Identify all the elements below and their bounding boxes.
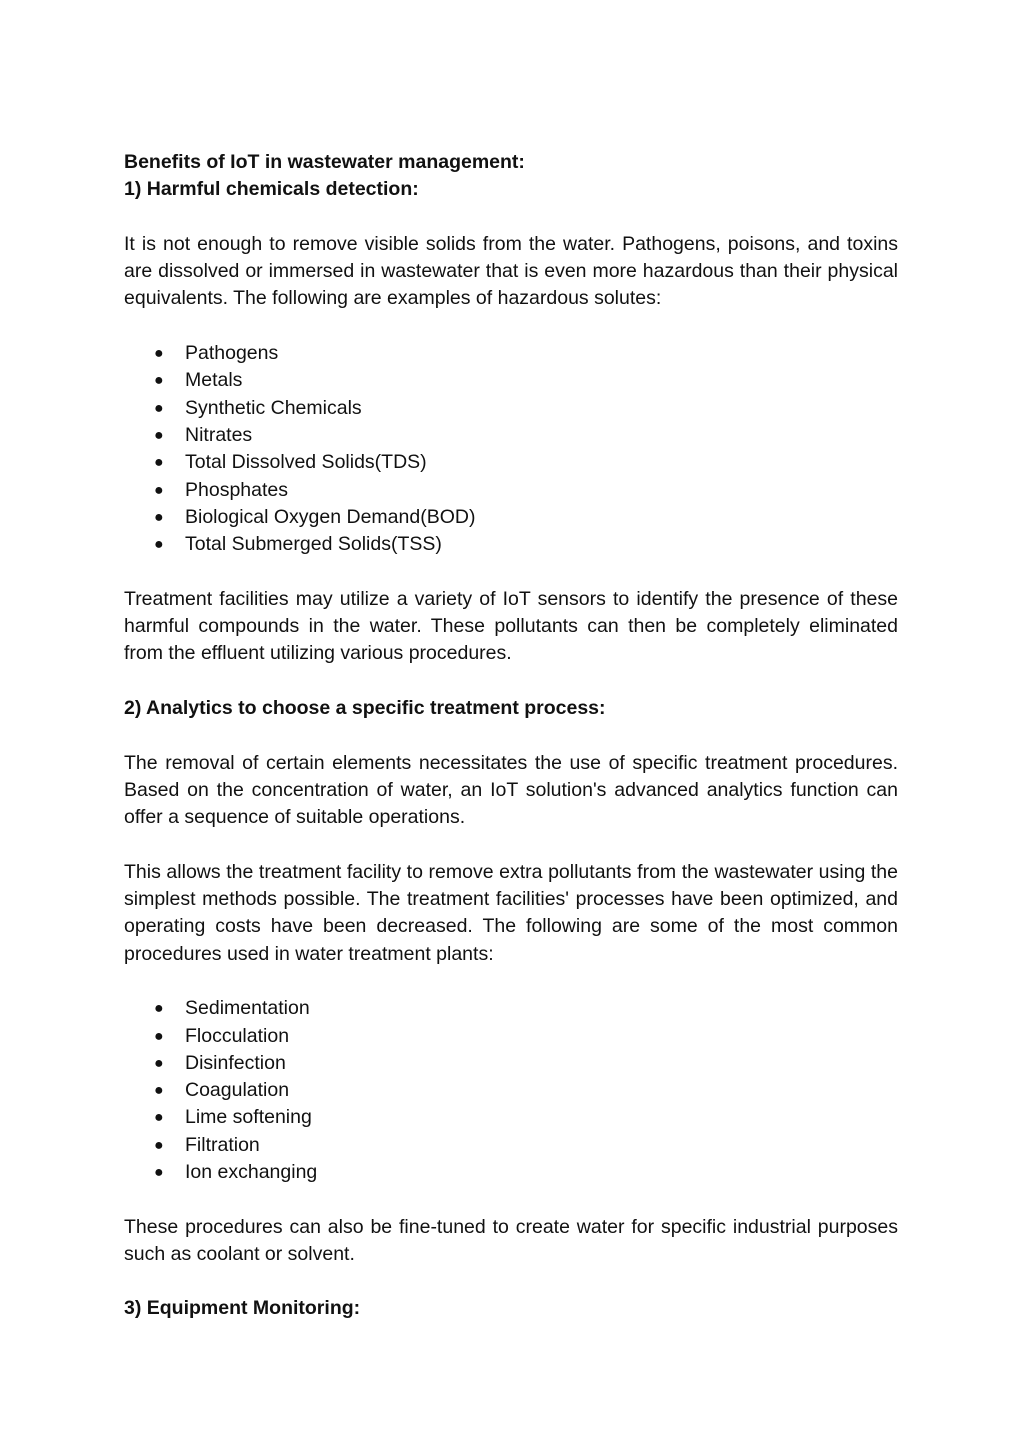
- list-item: [124, 1159, 898, 1186]
- list-item: [124, 449, 898, 476]
- list-item-text: Nitrates: [185, 423, 253, 446]
- section-2-paragraph-1: The removal of certain elements necessitates the use of specific treatment procedures. Based on the concentration of water, an IoT solution's advanced analytics function can offer a sequence of suitable operations.: [124, 751, 898, 829]
- list-item: [124, 367, 898, 394]
- hazardous-solutes-list: [124, 340, 898, 558]
- bullet-icon: ●: [154, 1163, 164, 1181]
- list-item: [124, 1077, 898, 1104]
- spacer: [124, 313, 898, 340]
- list-item: [124, 1050, 898, 1077]
- section-3-heading: 3) Equipment Monitoring:: [124, 1297, 361, 1320]
- section-1-paragraph-1: It is not enough to remove visible solids from the water. Pathogens, poisons, and toxins are dissolved or immersed in wastewater that is even more hazardous than their physical equivalents. The following are examples of hazardous solutes:: [124, 232, 898, 310]
- list-item-text: Total Submerged Solids(TSS): [185, 533, 442, 556]
- spacer: [124, 968, 898, 995]
- bullet-icon: ●: [154, 372, 164, 390]
- document-page: [124, 149, 898, 1323]
- list-item: [124, 1132, 898, 1159]
- list-item: [124, 504, 898, 531]
- list-item: [124, 1104, 898, 1131]
- list-item-text: Total Dissolved Solids(TDS): [185, 451, 427, 474]
- list-item: [124, 531, 898, 558]
- list-item: [124, 340, 898, 367]
- bullet-icon: ●: [154, 454, 164, 472]
- bullet-icon: ●: [154, 399, 164, 417]
- list-item-text: Disinfection: [185, 1051, 286, 1074]
- section-2-paragraph-2: This allows the treatment facility to remove extra pollutants from the wastewater using the simplest methods possible. The treatment facilities' processes have been optimized, and operating costs have been decreased. The following are some of the most common procedures used in water treatment plants:: [124, 860, 898, 965]
- list-item: [124, 422, 898, 449]
- list-item-text: Synthetic Chemicals: [185, 396, 362, 419]
- bullet-icon: ●: [154, 1136, 164, 1154]
- spacer: [124, 722, 898, 749]
- list-item: [124, 395, 898, 422]
- list-item-text: Coagulation: [185, 1079, 290, 1102]
- bullet-icon: ●: [154, 481, 164, 499]
- list-item-text: Flocculation: [185, 1024, 290, 1047]
- bullet-icon: ●: [154, 1082, 164, 1100]
- section-1-paragraph-2: Treatment facilities may utilize a variety of IoT sensors to identify the presence of these harmful compounds in the water. These pollutants can then be completely eliminated from the effluent utilizing various procedures.: [124, 587, 898, 665]
- spacer: [124, 668, 898, 695]
- list-item-text: Biological Oxygen Demand(BOD): [185, 505, 476, 528]
- spacer: [124, 1268, 898, 1295]
- list-item-text: Sedimentation: [185, 997, 310, 1020]
- list-item-text: Ion exchanging: [185, 1160, 318, 1183]
- bullet-icon: ●: [154, 536, 164, 554]
- list-item-text: Pathogens: [185, 342, 279, 365]
- document-title: Benefits of IoT in wastewater management:: [124, 151, 525, 173]
- section-2-paragraph-3: These procedures can also be fine-tuned to create water for specific industrial purposes such as coolant or solvent.: [124, 1215, 898, 1265]
- bullet-icon: ●: [154, 508, 164, 526]
- spacer: [124, 558, 898, 585]
- treatment-procedures-list: [124, 995, 898, 1186]
- bullet-icon: ●: [154, 1109, 164, 1127]
- spacer: [124, 204, 898, 231]
- section-1-heading: 1) Harmful chemicals detection:: [124, 178, 419, 201]
- list-item-text: Lime softening: [185, 1106, 312, 1129]
- list-item-text: Metals: [185, 369, 243, 392]
- bullet-icon: ●: [154, 345, 164, 363]
- list-item-text: Filtration: [185, 1133, 260, 1156]
- list-item-text: Phosphates: [185, 478, 288, 501]
- list-item: [124, 995, 898, 1022]
- bullet-icon: ●: [154, 426, 164, 444]
- spacer: [124, 831, 898, 858]
- section-2-heading: 2) Analytics to choose a specific treatment process:: [124, 696, 606, 719]
- bullet-icon: ●: [154, 1000, 164, 1018]
- bullet-icon: ●: [154, 1027, 164, 1045]
- list-item: [124, 1023, 898, 1050]
- list-item: [124, 477, 898, 504]
- spacer: [124, 1186, 898, 1213]
- bullet-icon: ●: [154, 1054, 164, 1072]
